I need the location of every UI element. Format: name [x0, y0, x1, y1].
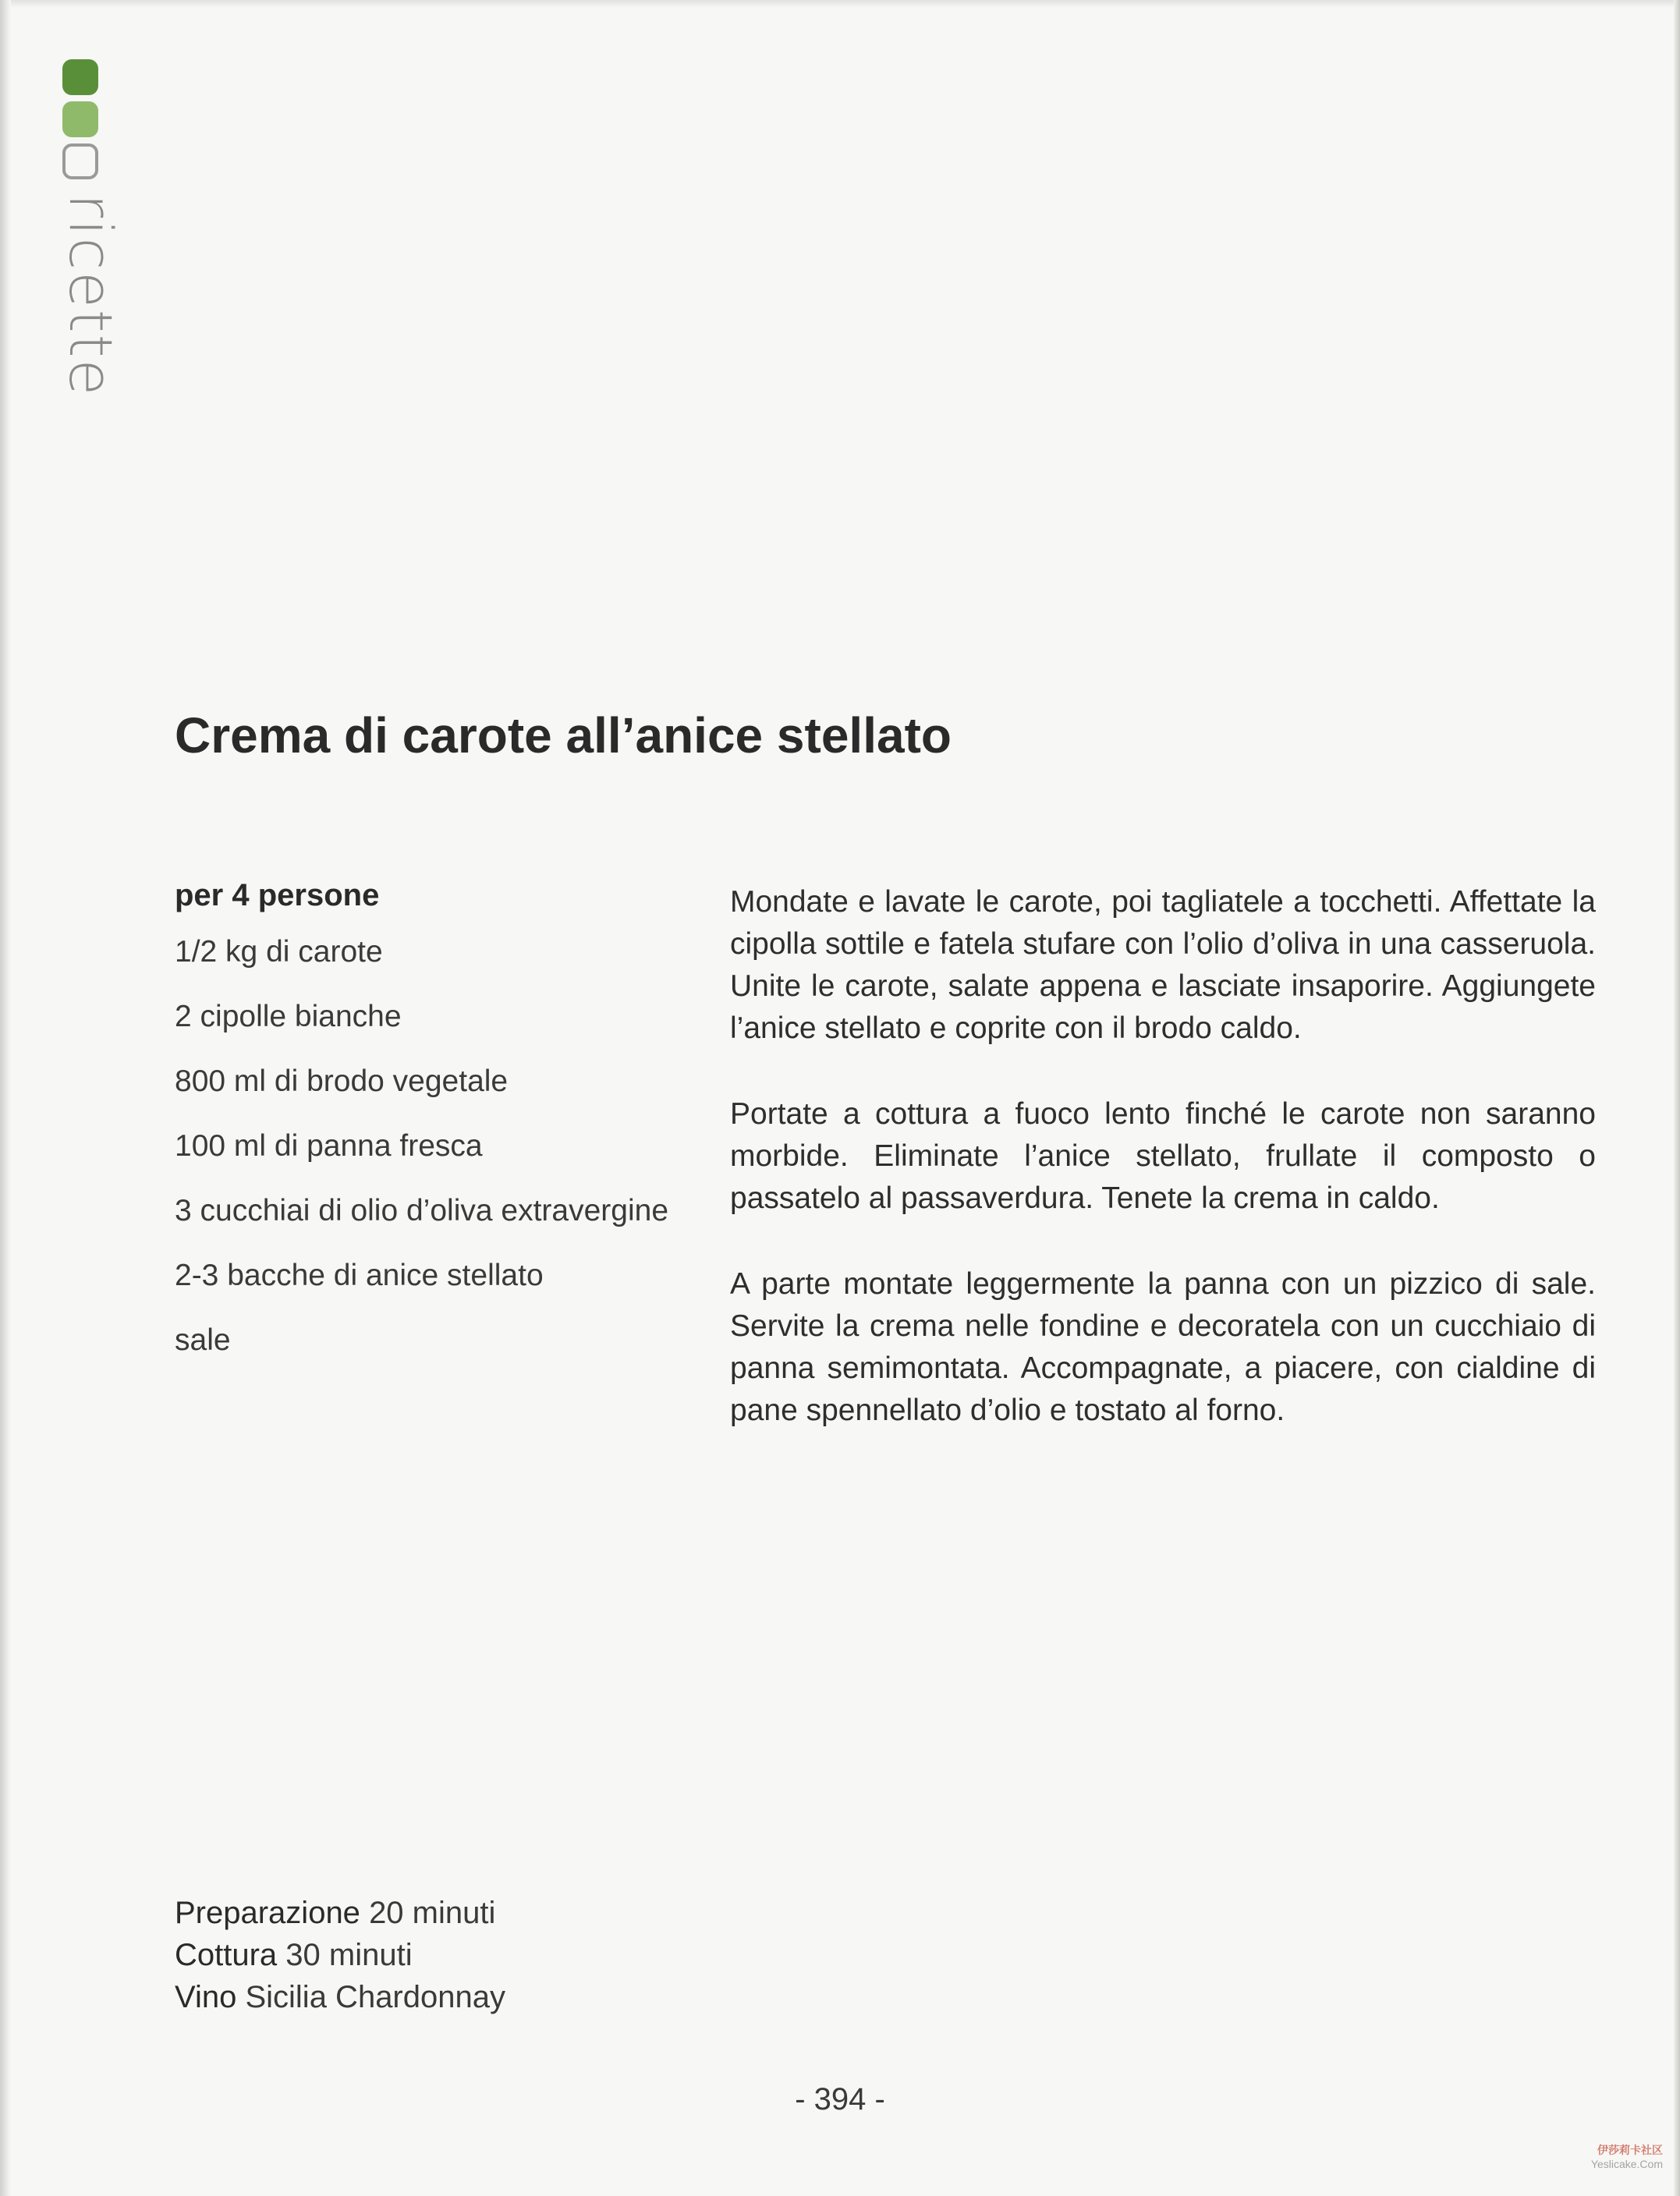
page-left-edge: [0, 0, 11, 2196]
outline-dot-icon: [62, 143, 98, 179]
prep-time-row: [175, 1892, 505, 1934]
ingredient-item: 2-3 bacche di anice stellato: [175, 1259, 544, 1292]
cook-time-value: 30 minuti: [285, 1938, 413, 1972]
page-number: - 394 -: [795, 2082, 885, 2116]
recipe-info: [175, 1892, 505, 2018]
watermark: [1591, 2143, 1663, 2171]
ingredient-item: sale: [175, 1323, 231, 1357]
method-paragraph: Portate a cottura a fuoco lento finché le carote non saranno morbide. Eliminate l’anice stellato, frullate il composto o passatelo al passaverdura. Tenete la crema in caldo.: [730, 1097, 1596, 1215]
cook-time-row: [175, 1934, 505, 1976]
page-right-edge: [1674, 0, 1680, 2196]
prep-time-label: Preparazione: [175, 1896, 360, 1930]
recipe-title: Crema di carote all’anice stellato: [175, 707, 952, 763]
wine-value: Sicilia Chardonnay: [245, 1980, 505, 2014]
wine-row: [175, 1976, 505, 2018]
ingredient-item: 3 cucchiai di olio d’oliva extravergine: [175, 1194, 669, 1227]
cook-time-label: Cottura: [175, 1938, 278, 1972]
ingredient-item: 1/2 kg di carote: [175, 935, 383, 969]
method-paragraph: Mondate e lavate le carote, poi tagliatele a tocchetti. Affettate la cipolla sottile e fatela stufare con l’olio d’oliva in una casseruola. Unite le carote, salate appena e lasciate insaporire. Aggiungete l’anice stellato e coprite con il brodo caldo.: [730, 885, 1596, 1045]
green-dot-icon: [62, 59, 98, 95]
section-dots: [62, 59, 101, 186]
ingredients-column: [175, 878, 674, 1383]
light-green-dot-icon: [62, 101, 98, 137]
method-paragraph: A parte montate leggermente la panna con un pizzico di sale. Servite la crema nelle fondine e decoratela con un cucchiaio di panna semimontata. Accompagnate, a piacere, con cialdine di pane spennellato d’olio e tostato al forno.: [730, 1267, 1596, 1427]
watermark-line-2: Yeslicake.Com: [1590, 2158, 1663, 2170]
watermark-line-1: 伊莎莉卡社区: [1597, 2144, 1663, 2156]
servings-heading: per 4 persone: [175, 878, 380, 912]
ingredient-item: 100 ml di panna fresca: [175, 1129, 483, 1163]
page-top-edge: [0, 0, 1680, 8]
prep-time-value: 20 minuti: [369, 1896, 496, 1930]
ingredient-list: [175, 930, 674, 1362]
ingredient-item: 800 ml di brodo vegetale: [175, 1064, 509, 1098]
wine-label: Vino: [175, 1980, 237, 2014]
section-label: ricette: [56, 193, 126, 398]
ingredient-item: 2 cipolle bianche: [175, 1000, 402, 1033]
method-column: [730, 881, 1596, 1475]
